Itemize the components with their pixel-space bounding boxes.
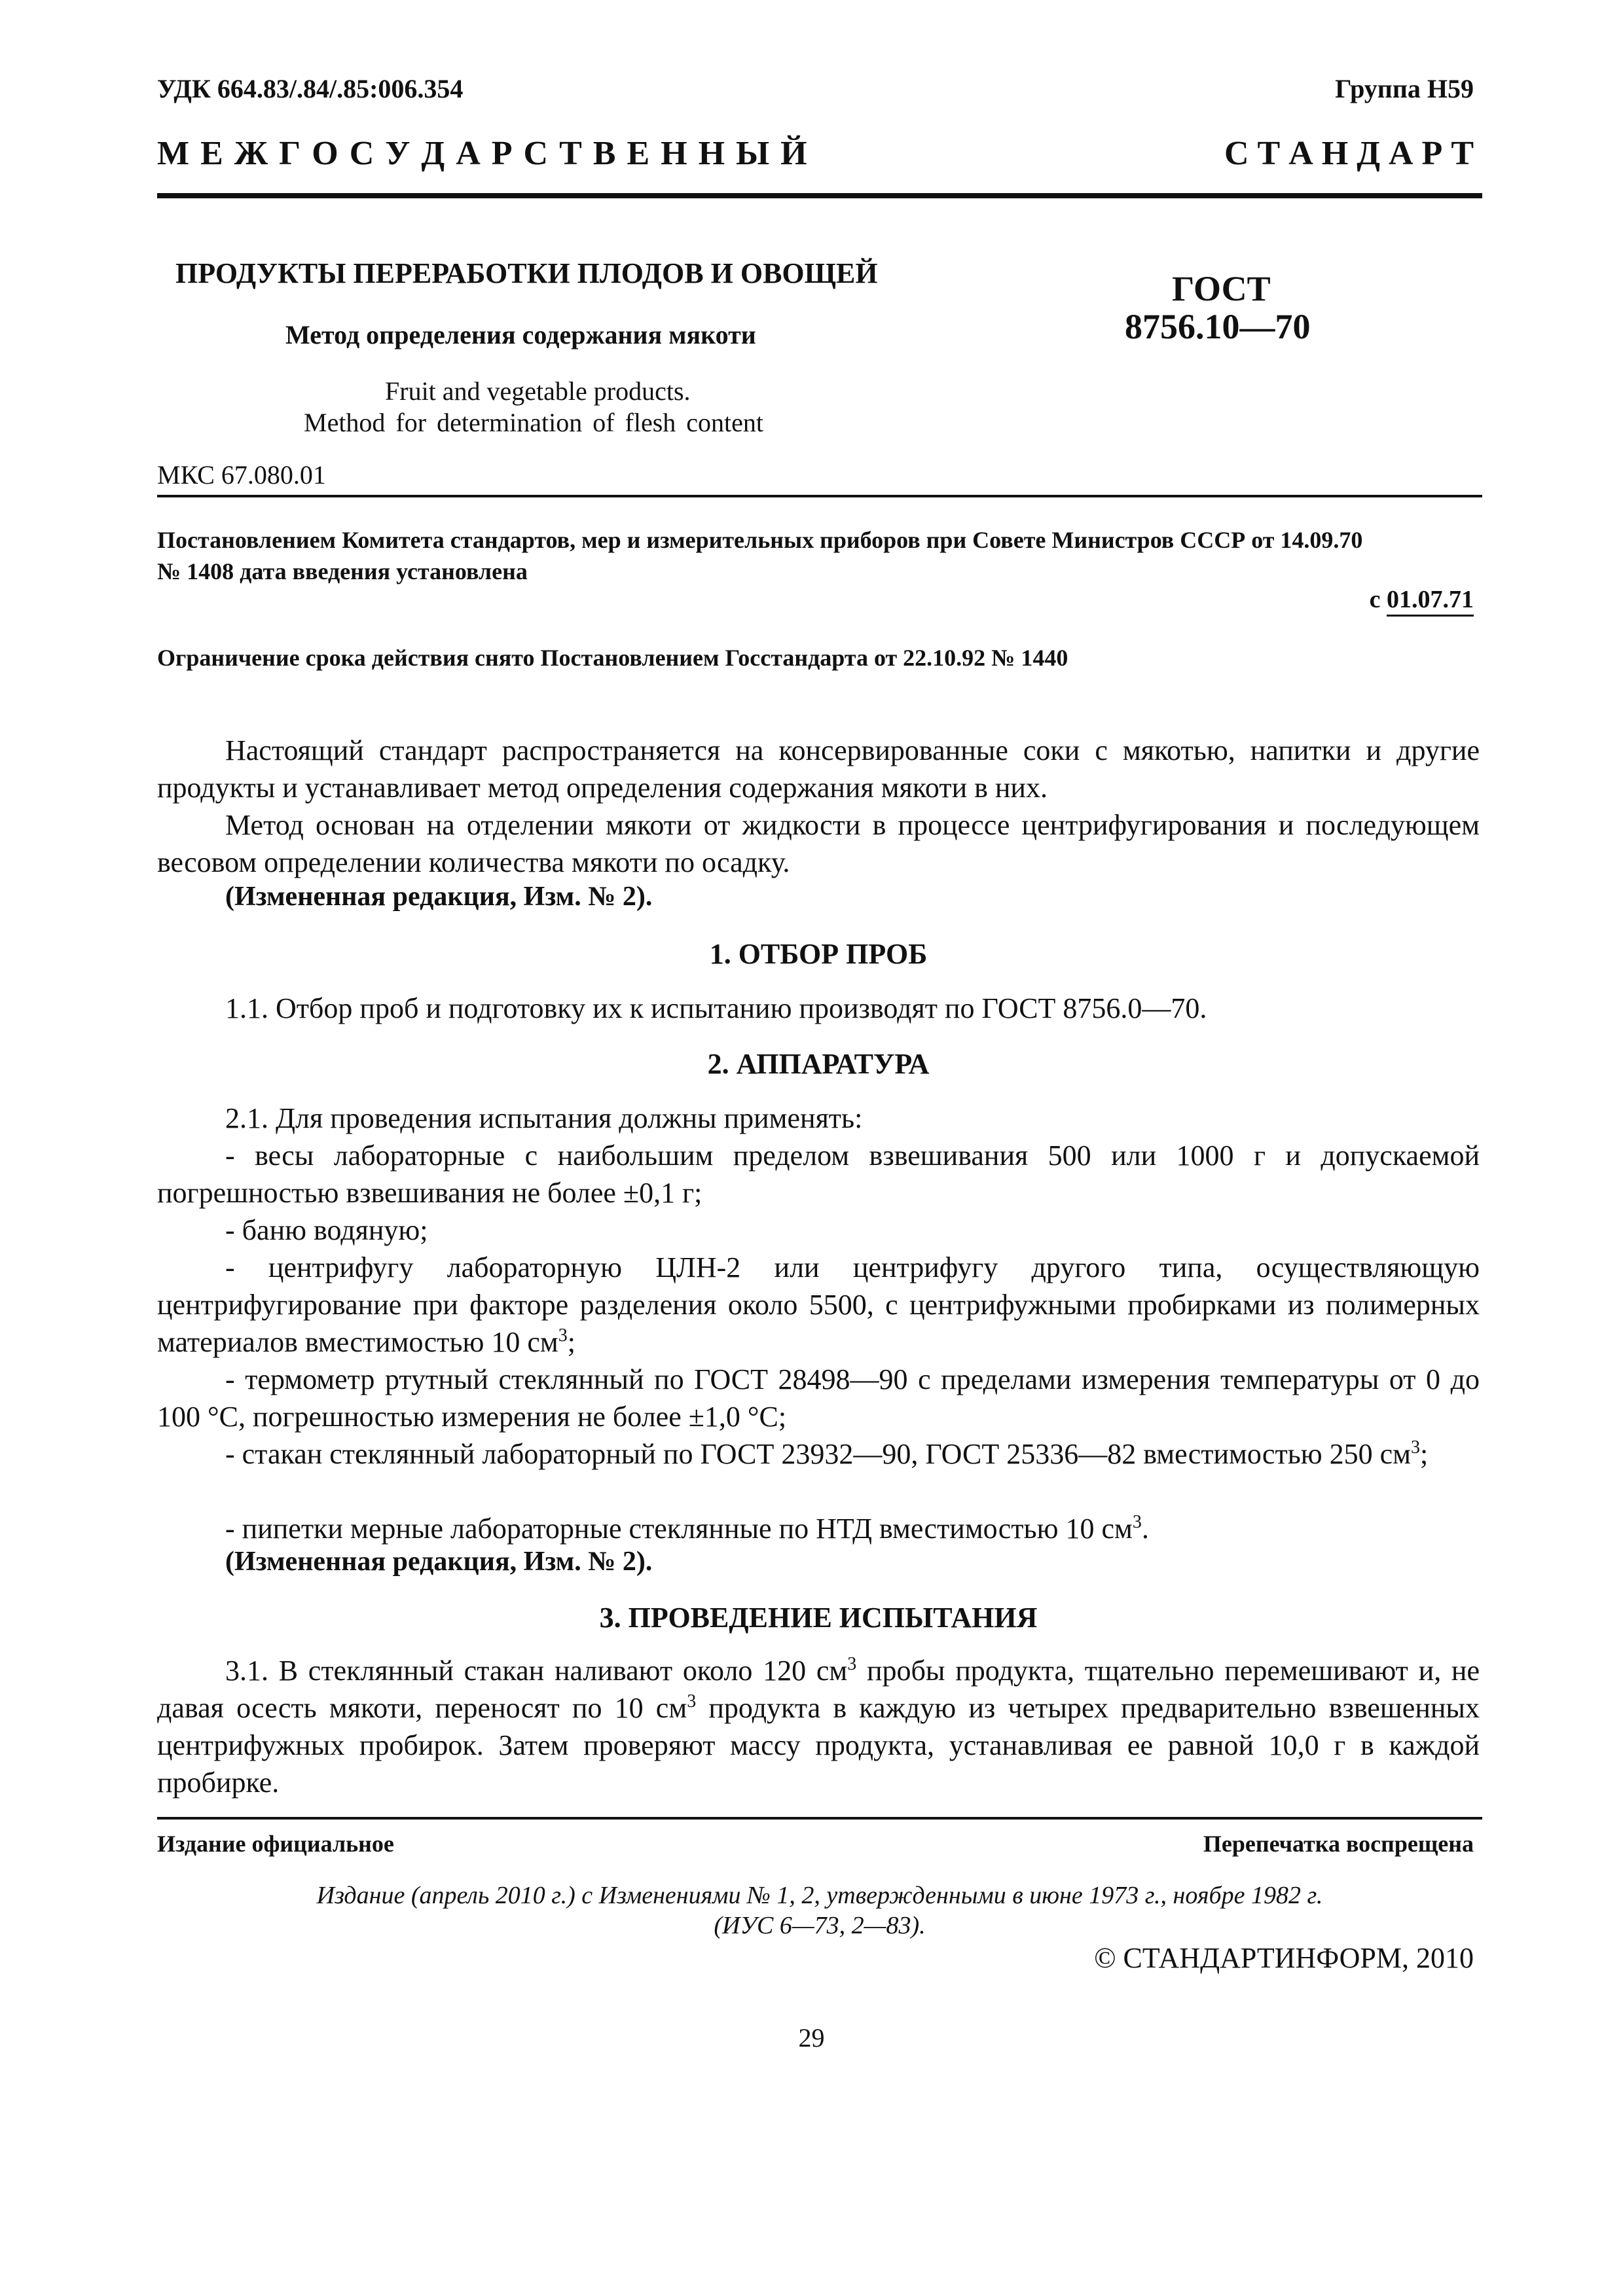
section-3-text-b: пробы продукта, тщательно перемешивают и, не давая осесть мякоти, переносят по 10 см xyxy=(157,1655,1480,1724)
banner-standard: С Т А Н Д А Р Т xyxy=(1224,135,1474,172)
effective-date xyxy=(1370,585,1474,614)
equipment-item-pipettes xyxy=(157,1510,1480,1547)
copyright: © СТАНДАРТИНФОРМ, 2010 xyxy=(1094,1942,1474,1974)
pipettes-tail: . xyxy=(1141,1513,1149,1545)
decree-line2: № 1408 дата введения установлена xyxy=(157,558,528,584)
section-1-paragraph: 1.1. Отбор проб и подготовку их к испытанию производят по ГОСТ 8756.0—70. xyxy=(225,992,1207,1024)
header-rule xyxy=(157,193,1482,198)
english-title-line2: Method for determination of flesh content xyxy=(304,408,764,437)
official-edition: Издание официальное xyxy=(157,1831,394,1857)
equipment-item-scales: - весы лабораторные с наибольшим пределом взвешивания 500 или 1000 г и допускаемой погрешностью взвешивания не более ±0,1 г; xyxy=(157,1139,1480,1209)
section-1-title: 1. ОТБОР ПРОБ xyxy=(709,938,928,970)
group-code: Группа Н59 xyxy=(1335,74,1474,103)
centrifuge-text: - центрифугу лабораторную ЦЛН-2 или центрифугу другого типа, осуществляющую центрифугирование при факторе разделения около 5500, с центрифужными пробирками из полимерных материалов вместимостью 10 см xyxy=(157,1251,1480,1358)
intro-paragraph-2: Метод основан на отделении мякоти от жидкости в процессе центрифугирования и последующем весовом определении количества мякоти по осадку. xyxy=(157,809,1480,878)
udk-code: УДК 664.83/.84/.85:006.354 xyxy=(157,74,464,103)
standard-subtitle: Метод определения содержания мякоти xyxy=(285,320,756,350)
section-3-sup-1: 3 xyxy=(847,1654,857,1674)
page-number: 29 xyxy=(798,2023,825,2053)
banner-interstate: М Е Ж Г О С У Д А Р С Т В Е Н Н Ы Й xyxy=(157,135,807,172)
section-2-changed-note: (Измененная редакция, Изм. № 2). xyxy=(225,1547,653,1577)
section-2-title: 2. АППАРАТУРА xyxy=(707,1048,930,1080)
beaker-sup: 3 xyxy=(1411,1437,1421,1458)
english-title-line1: Fruit and vegetable products. xyxy=(385,376,691,406)
beaker-tail: ; xyxy=(1420,1438,1429,1470)
effective-date-value: 01.07.71 xyxy=(1387,586,1474,617)
decree-line1: Постановлением Комитета стандартов, мер и измерительных приборов при Совете Министров СССР от 14.09.70 xyxy=(157,527,1363,553)
section-3-text-a: 3.1. В стеклянный стакан наливают около 120 см xyxy=(225,1655,848,1687)
centrifuge-sup: 3 xyxy=(558,1325,568,1346)
equipment-item-beaker xyxy=(157,1435,1480,1473)
reprint-prohibited: Перепечатка воспрещена xyxy=(1203,1831,1474,1857)
intro-paragraph-1: Настоящий стандарт распространяется на консервированные соки с мякотью, напитки и другие продукты и устанавливает метод определения содержания мякоти в них. xyxy=(157,734,1480,804)
pipettes-text: - пипетки мерные лабораторные стеклянные по НТД вместимостью 10 см xyxy=(225,1513,1133,1545)
section-3-title: 3. ПРОВЕДЕНИЕ ИСПЫТАНИЯ xyxy=(599,1602,1038,1634)
restriction-note: Ограничение срока действия снято Постановлением Госстандарта от 22.10.92 № 1440 xyxy=(157,645,1068,671)
footer-rule xyxy=(157,1817,1482,1820)
equipment-item-centrifuge xyxy=(157,1249,1480,1361)
section-2-intro: 2.1. Для проведения испытания должны применять: xyxy=(225,1102,863,1134)
section-3-paragraph xyxy=(157,1652,1480,1801)
beaker-text: - стакан стеклянный лабораторный по ГОСТ 23932—90, ГОСТ 25336—82 вместимостью 250 см xyxy=(225,1438,1412,1470)
edition-note-line2: (ИУС 6—73, 2—83). xyxy=(714,1912,926,1939)
equipment-item-water-bath: - баню водяную; xyxy=(225,1214,428,1246)
edition-note-line1: Издание (апрель 2010 г.) с Изменениями № 1, 2, утвержденными в июне 1973 г., ноябре 1982 г. xyxy=(316,1882,1323,1909)
standard-title: ПРОДУКТЫ ПЕРЕРАБОТКИ ПЛОДОВ И ОВОЩЕЙ xyxy=(175,257,878,289)
title-rule xyxy=(157,495,1482,497)
centrifuge-tail: ; xyxy=(567,1326,575,1358)
mks-code: МКС 67.080.01 xyxy=(157,460,326,490)
section-3-text-c: продукта в каждую из четырех предварительно взвешенных центрифужных пробирок. Затем проверяют массу продукта, устанавливая ее равной 10,0 г в каждой пробирке. xyxy=(157,1692,1480,1799)
gost-number: 8756.10—70 xyxy=(1125,307,1311,346)
equipment-item-thermometer: - термометр ртутный стеклянный по ГОСТ 28498—90 с пределами измерения температуры от 0 до 100 °С, погрешностью измерения не более ±1,0 °С; xyxy=(157,1363,1480,1433)
effective-date-prefix: с xyxy=(1369,586,1387,613)
pipettes-sup: 3 xyxy=(1132,1512,1142,1532)
section-3-sup-2: 3 xyxy=(687,1691,697,1712)
intro-changed-note: (Измененная редакция, Изм. № 2). xyxy=(225,882,653,912)
gost-label: ГОСТ xyxy=(1172,269,1271,308)
